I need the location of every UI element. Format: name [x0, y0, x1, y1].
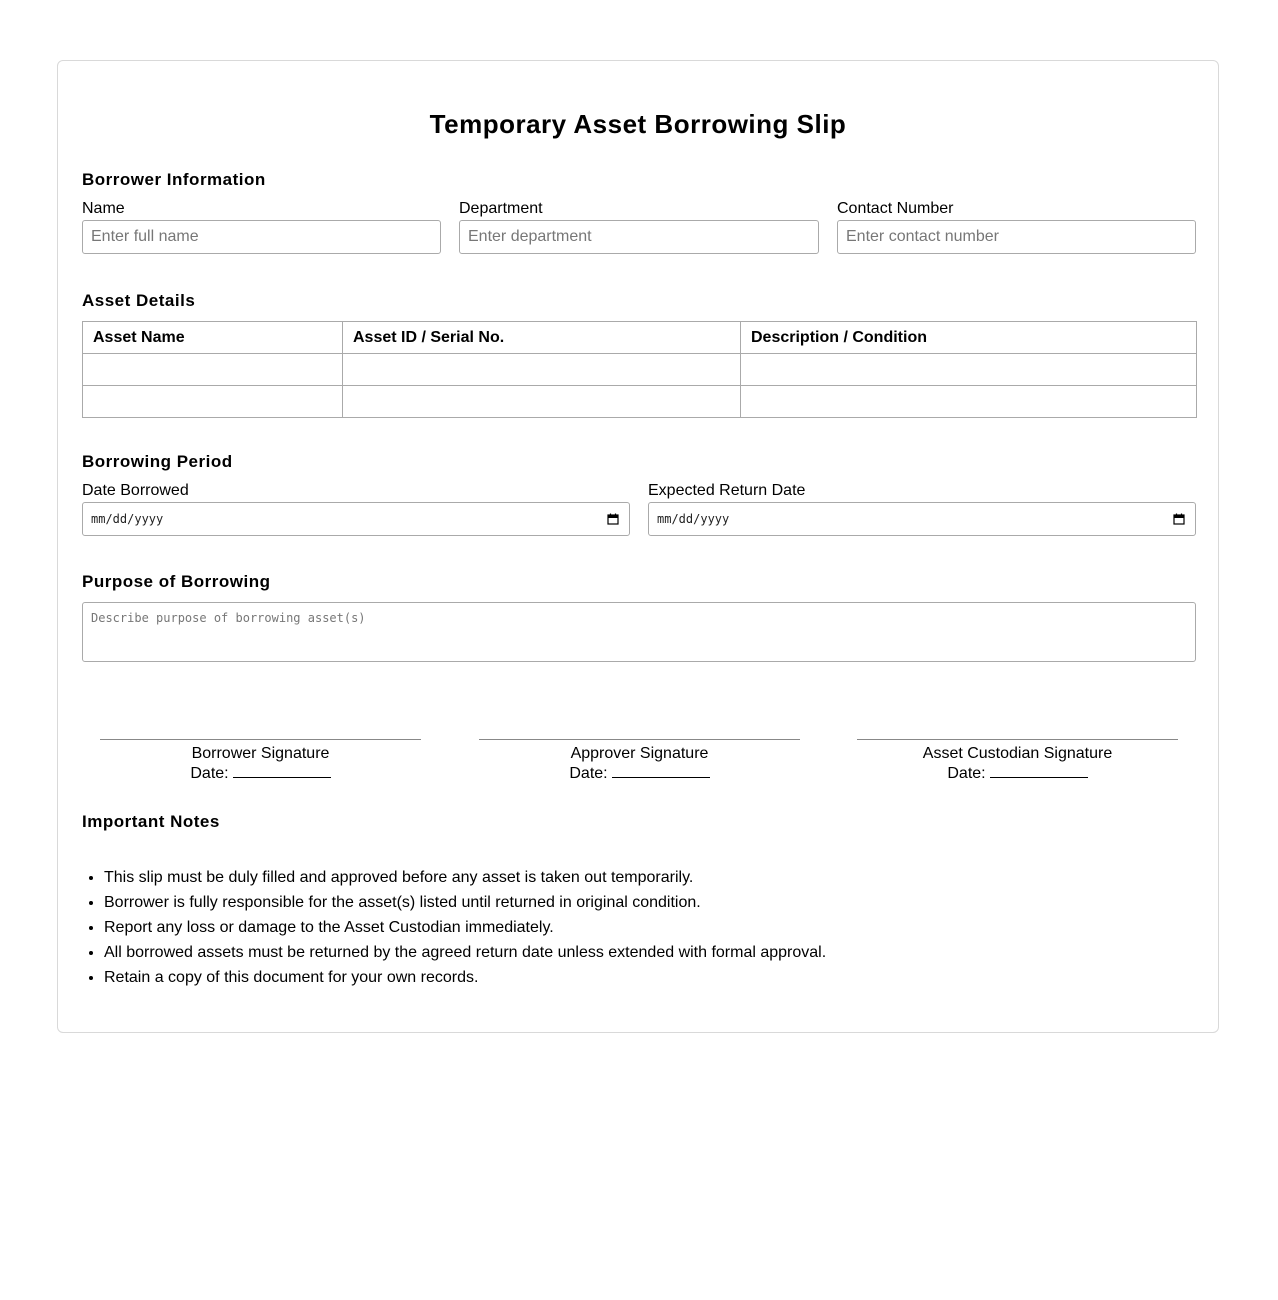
signature-date: [857, 763, 1178, 783]
asset-details-table: [82, 321, 1197, 418]
department-label: Department: [459, 200, 543, 217]
list-item: • Retain a copy of this document for your own records.: [104, 965, 826, 990]
expected-return-value: mm/dd/yyyy: [657, 512, 730, 526]
contact-number-label: Contact Number: [837, 200, 954, 217]
column-header-asset-name: Asset Name: [83, 322, 343, 354]
borrowing-period-heading: Borrowing Period: [82, 452, 233, 471]
asset-name-cell[interactable]: [83, 354, 343, 386]
asset-id-cell[interactable]: [343, 354, 741, 386]
table-header-row: [83, 322, 1197, 354]
notes-list: [82, 865, 826, 990]
description-cell[interactable]: [741, 354, 1197, 386]
borrower-signature-block: [100, 739, 421, 783]
signature-line[interactable]: [857, 739, 1178, 740]
name-input[interactable]: [82, 220, 441, 254]
list-item: • Borrower is fully responsible for the asset(s) listed until returned in original condition.: [104, 890, 826, 915]
calendar-icon[interactable]: [607, 513, 619, 525]
list-item: • This slip must be duly filled and approved before any asset is taken out temporarily.: [104, 865, 826, 890]
signature-date: [100, 763, 421, 783]
purpose-heading: Purpose of Borrowing: [82, 572, 271, 591]
approver-signature-block: [479, 739, 800, 783]
signature-line[interactable]: [100, 739, 421, 740]
table-row: [83, 386, 1197, 418]
signature-date: [479, 763, 800, 783]
signature-line[interactable]: [479, 739, 800, 740]
custodian-signature-label: Asset Custodian Signature: [922, 745, 1113, 762]
asset-name-cell[interactable]: [83, 386, 343, 418]
date-label: Date:: [947, 765, 986, 782]
list-item: • Report any loss or damage to the Asset Custodian immediately.: [104, 915, 826, 940]
date-line[interactable]: [233, 763, 331, 778]
asset-details-heading: Asset Details: [82, 291, 196, 310]
name-label: Name: [82, 200, 125, 217]
date-label: Date:: [569, 765, 608, 782]
expected-return-label: Expected Return Date: [648, 482, 806, 499]
table-row: [83, 354, 1197, 386]
custodian-signature-block: [857, 739, 1178, 783]
column-header-description: Description / Condition: [741, 322, 1197, 354]
borrower-signature-label: Borrower Signature: [191, 745, 330, 762]
important-notes-heading: Important Notes: [82, 812, 220, 831]
purpose-textarea[interactable]: [82, 602, 1196, 662]
borrowing-slip-form: [57, 60, 1219, 1033]
expected-return-input[interactable]: [648, 502, 1196, 536]
list-item: • All borrowed assets must be returned by the agreed return date unless extended with formal approval.: [104, 940, 826, 965]
column-header-asset-id: Asset ID / Serial No.: [343, 322, 741, 354]
date-borrowed-input[interactable]: [82, 502, 630, 536]
description-cell[interactable]: [741, 386, 1197, 418]
page-title: Temporary Asset Borrowing Slip: [429, 109, 847, 139]
date-borrowed-value: mm/dd/yyyy: [91, 512, 164, 526]
date-borrowed-label: Date Borrowed: [82, 482, 189, 499]
borrower-info-heading: Borrower Information: [82, 170, 266, 189]
date-line[interactable]: [612, 763, 710, 778]
contact-number-input[interactable]: [837, 220, 1196, 254]
calendar-icon[interactable]: [1173, 513, 1185, 525]
date-line[interactable]: [990, 763, 1088, 778]
date-label: Date:: [190, 765, 229, 782]
department-input[interactable]: [459, 220, 819, 254]
asset-id-cell[interactable]: [343, 386, 741, 418]
approver-signature-label: Approver Signature: [570, 745, 709, 762]
